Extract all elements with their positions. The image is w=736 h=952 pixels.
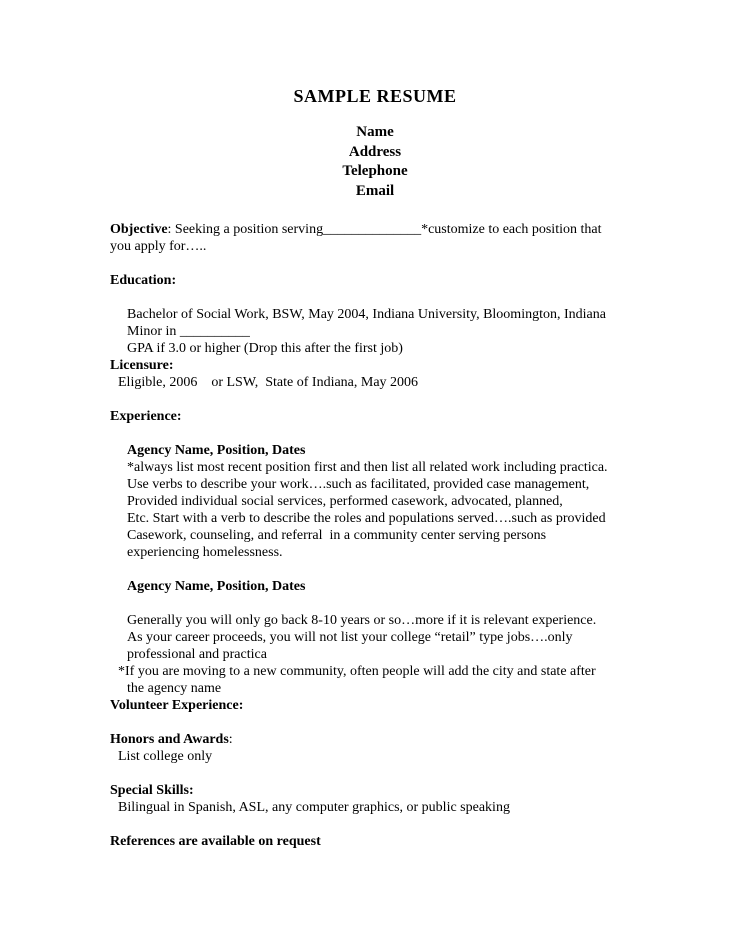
experience-note-5: [110, 527, 640, 544]
contact-line: Email: [355, 182, 395, 199]
skills-heading: [110, 782, 640, 799]
experience-note-7: [110, 612, 640, 629]
text-segment: Honors and Awards: [110, 732, 229, 747]
text-segment: Objective: [110, 222, 168, 237]
text-segment: *always list most recent position first and then list all related work including practica.: [127, 460, 608, 475]
text-segment: References are available on request: [110, 834, 321, 849]
experience-note-11: [110, 680, 640, 697]
text-segment: Minor in __________: [127, 324, 250, 339]
volunteer-heading: [110, 697, 640, 714]
text-segment: GPA if 3.0 or higher (Drop this after the first job): [127, 341, 403, 356]
education-heading: [110, 272, 640, 289]
objective-line-1: [110, 221, 640, 238]
text-segment: Licensure:: [110, 358, 174, 373]
text-segment: the agency name: [127, 681, 222, 696]
experience-note-8: [110, 629, 640, 646]
document-body: [110, 221, 640, 850]
skills-note: [110, 799, 640, 816]
text-segment: Special Skills:: [110, 783, 194, 798]
text-segment: : Seeking a position serving______________*customize to each position that: [167, 222, 602, 237]
experience-note-6: [110, 544, 640, 561]
experience-note-10: [110, 663, 640, 680]
references-line: [110, 833, 640, 850]
text-segment: List college only: [118, 749, 213, 764]
experience-note-1: [110, 459, 640, 476]
text-segment: Experience:: [110, 409, 182, 424]
gpa-line: [110, 340, 640, 357]
text-segment: you apply for…..: [110, 239, 207, 254]
objective-line-2: [110, 238, 640, 255]
contact-line: Address: [348, 143, 402, 160]
degree-line: [110, 306, 640, 323]
honors-note: [110, 748, 640, 765]
text-segment: *If you are moving to a new community, often people will add the city and state after: [118, 664, 596, 679]
text-segment: Use verbs to describe your work….such as facilitated, provided case management,: [127, 477, 590, 492]
minor-line: [110, 323, 640, 340]
text-segment: Agency Name, Position, Dates: [127, 443, 306, 458]
text-segment: Education:: [110, 273, 177, 288]
agency-heading-2: [110, 578, 640, 595]
agency-heading-1: [110, 442, 640, 459]
text-segment: Agency Name, Position, Dates: [127, 579, 306, 594]
text-segment: Bilingual in Spanish, ASL, any computer graphics, or public speaking: [118, 800, 510, 815]
text-segment: Volunteer Experience:: [110, 698, 244, 713]
contact-block: [110, 123, 640, 201]
text-segment: Eligible, 2006 or LSW, State of Indiana, May 2006: [118, 375, 419, 390]
document-title: SAMPLE RESUME: [293, 86, 457, 106]
text-segment: professional and practica: [127, 647, 267, 662]
contact-line: Telephone: [342, 163, 408, 179]
licensure-heading: [110, 357, 640, 374]
text-segment: Casework, counseling, and referral in a community center serving persons: [127, 528, 547, 543]
contact-line: Name: [356, 124, 394, 140]
experience-note-2: [110, 476, 640, 493]
text-segment: Etc. Start with a verb to describe the roles and populations served….such as provided: [127, 511, 606, 526]
text-segment: Generally you will only go back 8-10 years or so…more if it is relevant experience.: [127, 613, 597, 628]
licensure-line: [110, 374, 640, 391]
text-segment: As your career proceeds, you will not list your college “retail” type jobs….only: [127, 630, 573, 645]
experience-note-9: [110, 646, 640, 663]
text-segment: experiencing homelessness.: [127, 545, 283, 560]
text-segment: Provided individual social services, performed casework, advocated, planned,: [127, 494, 563, 509]
experience-heading: [110, 408, 640, 425]
experience-note-4: [110, 510, 640, 527]
text-segment: :: [228, 732, 233, 747]
experience-note-3: [110, 493, 640, 510]
text-segment: Bachelor of Social Work, BSW, May 2004, Indiana University, Bloomington, Indiana: [127, 307, 606, 322]
honors-heading: [110, 731, 640, 748]
